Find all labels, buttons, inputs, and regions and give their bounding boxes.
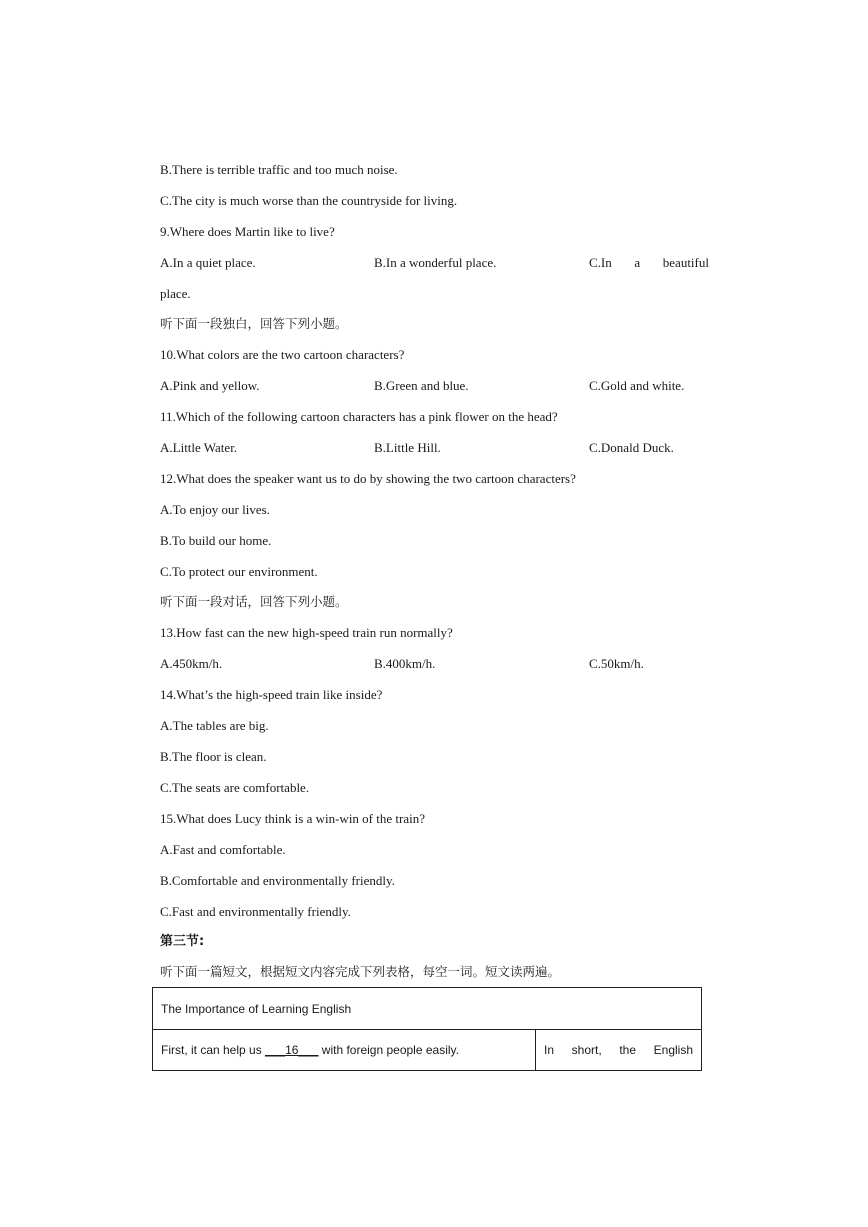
q9-option-a: A.In a quiet place. [160,255,256,270]
table-text-pre: First, it can help us [161,1043,266,1057]
section-3-heading: 第三节: [160,934,205,949]
q11-option-c: C.Donald Duck. [589,440,674,455]
q13-option-c: C.50km/h. [589,656,644,671]
q14-option-b: B.The floor is clean. [160,749,267,764]
q13-option-a: A.450km/h. [160,656,223,671]
q10-option-c: C.Gold and white. [589,378,685,393]
table-right-word: the [619,1043,636,1057]
section-3-instruction: 听下面一篇短文，根据短文内容完成下列表格，每空一词。短文读两遍。 [160,964,561,979]
q14-option-c: C.The seats are comfortable. [160,780,310,795]
q11-option-a: A.Little Water. [160,440,238,455]
q9-option-b: B.In a wonderful place. [374,255,497,270]
q9-option-c [589,255,709,271]
q14-question: 14.What’s the high-speed train like inside? [160,687,383,702]
q8-option-b: B.There is terrible traffic and too much noise. [160,162,398,177]
table-right-word: English [653,1043,693,1057]
q15-option-a: A.Fast and comfortable. [160,842,286,857]
q9-option-c-word: a [634,255,641,270]
q10-question: 10.What colors are the two cartoon characters? [160,347,405,362]
q11-question: 11.Which of the following cartoon characters has a pink flower on the head? [160,409,558,424]
q9-option-c-word: C.In [589,255,612,270]
table-cell-right [536,1030,702,1071]
q13-question: 13.How fast can the new high-speed train run normally? [160,625,453,640]
q11-option-b: B.Little Hill. [374,440,441,455]
instruction-monologue: 听下面一段独白，回答下列小题。 [160,316,348,331]
table-title: The Importance of Learning English [153,988,702,1030]
q9-question: 9.Where does Martin like to live? [160,224,335,239]
q9-option-c-word: beautiful [662,255,709,270]
q15-option-b: B.Comfortable and environmentally friendly. [160,873,395,888]
q14-option-a: A.The tables are big. [160,718,269,733]
q12-option-b: B.To build our home. [160,533,272,548]
table-right-word: In [544,1043,555,1057]
answer-blank-16: ___16___ [265,1043,319,1057]
q13-option-b: B.400km/h. [374,656,436,671]
instruction-dialogue: 听下面一段对话，回答下列小题。 [160,594,348,609]
fill-in-table [152,987,702,1071]
table-cell-left [153,1030,536,1071]
q10-option-a: A.Pink and yellow. [160,378,260,393]
q15-question: 15.What does Lucy think is a win-win of the train? [160,811,425,826]
q15-option-c: C.Fast and environmentally friendly. [160,904,351,919]
q12-option-c: C.To protect our environment. [160,564,318,579]
q8-option-c: C.The city is much worse than the countryside for living. [160,193,458,208]
q12-question: 12.What does the speaker want us to do by showing the two cartoon characters? [160,471,576,486]
table-right-word: short, [571,1043,602,1057]
q9-option-c-continued: place. [160,286,191,301]
q10-option-b: B.Green and blue. [374,378,469,393]
q12-option-a: A.To enjoy our lives. [160,502,270,517]
table-text-post: with foreign people easily. [318,1043,459,1057]
